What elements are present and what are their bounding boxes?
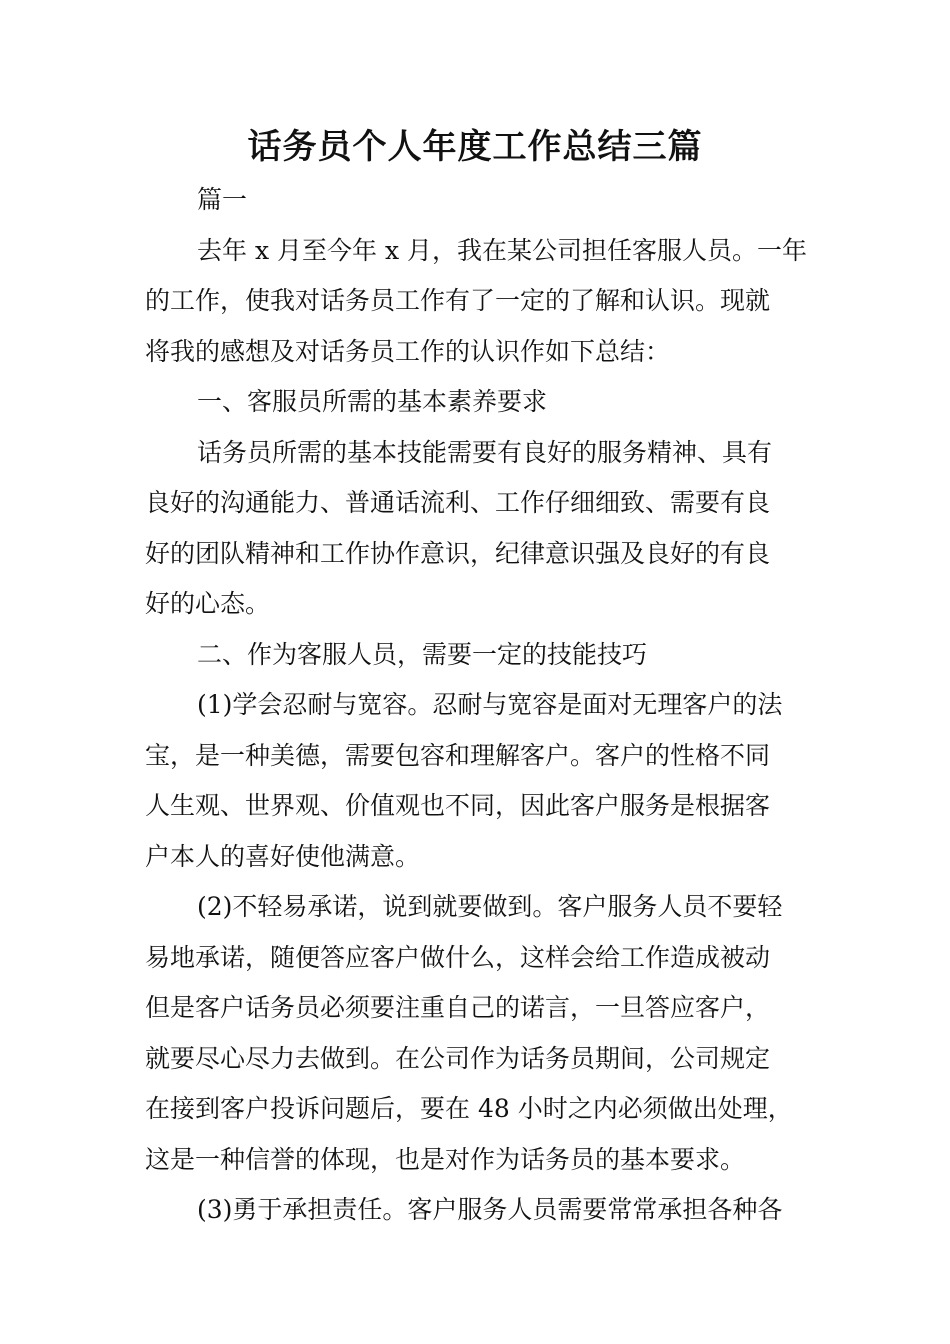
text-line: 就要尽心尽力去做到。在公司作为话务员期间，公司规定 [145, 1043, 771, 1073]
text-line: 篇一 [197, 185, 248, 214]
text-line: 户本人的喜好使他满意。 [145, 841, 421, 871]
text-line: 人生观、世界观、价值观也不同，因此客户服务是根据客 [145, 791, 771, 820]
text-line: 好的团队精神和工作协作意识，纪律意识强及良好的有良 [145, 538, 771, 568]
text-line: 易地承诺，随便答应客户做什么，这样会给工作造成被动 [145, 942, 771, 972]
text-line: 将我的感想及对话务员工作的认识作如下总结： [145, 336, 671, 366]
text-line: 在接到客户投诉问题后，要在 48 小时之内必须做出处理， [145, 1094, 793, 1123]
text-line: 宝，是一种美德，需要包容和理解客户。客户的性格不同 [145, 740, 771, 770]
text-line: (3)勇于承担责任。客户服务人员需要常常承担各种各 [197, 1195, 783, 1224]
document-body [145, 175, 807, 1236]
text-line: 二、作为客服人员，需要一定的技能技巧 [197, 639, 648, 669]
text-line: (2)不轻易承诺，说到就要做到。客户服务人员不要轻 [197, 892, 783, 921]
text-line: 的工作，使我对话务员工作有了一定的了解和认识。现就 [145, 286, 771, 315]
text-line: 话务员所需的基本技能需要有良好的服务精神、具有 [197, 437, 773, 467]
text-line: 良好的沟通能力、普通话流利、工作仔细细致、需要有良 [145, 488, 771, 517]
text-line: 好的心态。 [145, 589, 271, 618]
document-title: 话务员个人年度工作总结三篇 [247, 127, 703, 167]
text-line: 去年 x 月至今年 x 月，我在某公司担任客服人员。一年 [197, 235, 807, 265]
text-line: (1)学会忍耐与宽容。忍耐与宽容是面对无理客户的法 [197, 690, 783, 719]
text-line: 这是一种信誉的体现，也是对作为话务员的基本要求。 [145, 1144, 746, 1174]
text-line: 一、客服员所需的基本素养要求 [197, 387, 548, 416]
text-line: 但是客户话务员必须要注重自己的诺言，一旦答应客户， [145, 993, 771, 1022]
